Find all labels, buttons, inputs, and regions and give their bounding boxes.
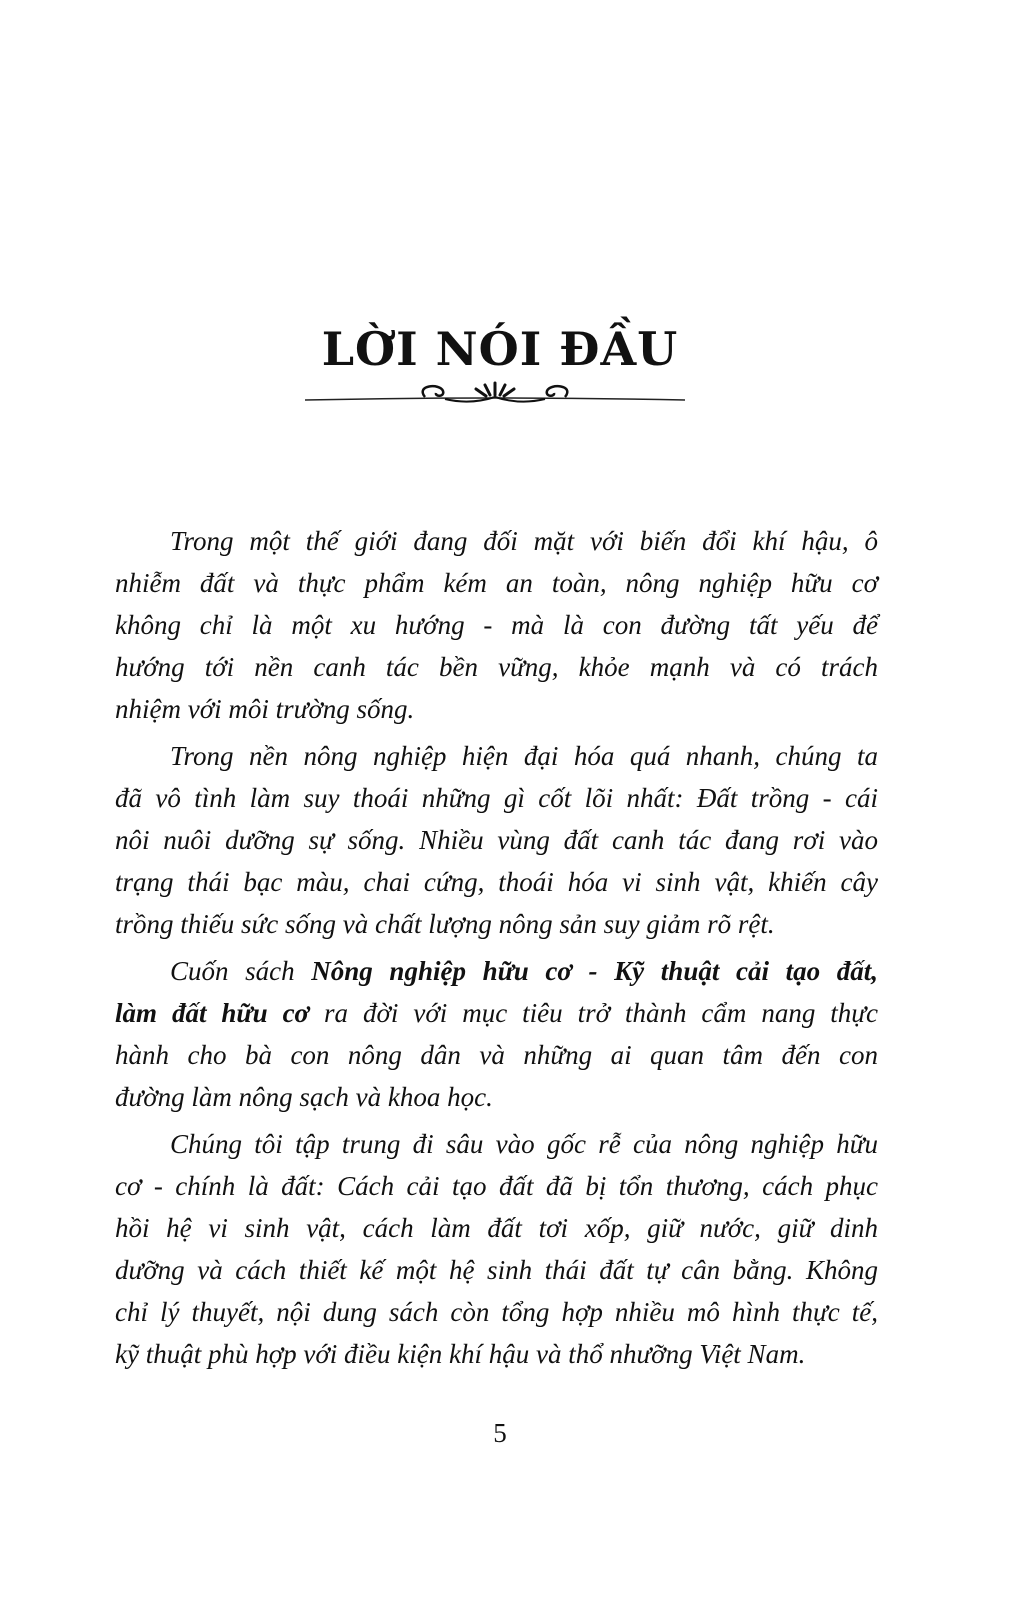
page-title: LỜI NÓI ĐẦU: [321, 322, 679, 376]
text-span: Trong nền nông nghiệp hiện đại hóa quá nhanh, chúng ta: [170, 741, 878, 771]
text-span: trạng thái bạc màu, chai cứng, thoái hóa vi sinh vật, khiến cây: [115, 867, 878, 897]
text-line: [115, 950, 878, 992]
book-title-text: Nông nghiệp hữu cơ - Kỹ thuật cải tạo đất,: [311, 956, 878, 986]
text-span: hướng tới nền canh tác bền vững, khỏe mạnh và có trách: [115, 652, 878, 682]
text-line: [115, 1165, 878, 1207]
text-line: [115, 861, 878, 903]
page-number: 5: [493, 1418, 507, 1448]
text-line: [115, 1034, 878, 1076]
preface-body: [115, 520, 878, 1380]
text-line: [115, 903, 878, 945]
text-span: chỉ lý thuyết, nội dung sách còn tổng hợp nhiều mô hình thực tế,: [115, 1297, 878, 1327]
book-title-text: làm đất hữu cơ: [115, 998, 310, 1028]
text-span: hồi hệ vi sinh vật, cách làm đất tơi xốp, giữ nước, giữ dinh: [115, 1213, 878, 1243]
text-line: [115, 1076, 878, 1118]
text-span: đã vô tình làm suy thoái những gì cốt lõi nhất: Đất trồng - cái: [115, 783, 878, 813]
text-span: nôi nuôi dưỡng sự sống. Nhiều vùng đất canh tác đang rơi vào: [115, 825, 878, 855]
text-line: [115, 688, 878, 730]
text-line: [115, 646, 878, 688]
text-span: Trong một thế giới đang đối mặt với biến đổi khí hậu, ô: [170, 526, 878, 556]
text-span: không chỉ là một xu hướng - mà là con đường tất yếu để: [115, 610, 878, 640]
text-span: kỹ thuật phù hợp với điều kiện khí hậu và thổ nhưỡng Việt Nam.: [115, 1339, 806, 1369]
text-line: [115, 562, 878, 604]
text-span: Chúng tôi tập trung đi sâu vào gốc rễ của nông nghiệp hữu: [170, 1129, 878, 1159]
text-line: [115, 992, 878, 1034]
text-line: [115, 735, 878, 777]
text-span: cơ - chính là đất: Cách cải tạo đất đã bị tổn thương, cách phục: [115, 1171, 878, 1201]
paragraph: [115, 1123, 878, 1375]
text-span: Cuốn sách: [170, 956, 312, 986]
paragraph: [115, 520, 878, 730]
text-span: nhiệm với môi trường sống.: [115, 694, 415, 724]
ornament-divider-icon: [305, 375, 685, 415]
paragraph: [115, 735, 878, 945]
text-line: [115, 604, 878, 646]
text-span: nhiễm đất và thực phẩm kém an toàn, nông nghiệp hữu cơ: [115, 568, 878, 598]
text-span: hành cho bà con nông dân và những ai quan tâm đến con: [115, 1040, 878, 1070]
text-span: trồng thiếu sức sống và chất lượng nông sản suy giảm rõ rệt.: [115, 909, 775, 939]
text-line: [115, 1291, 878, 1333]
text-span: đường làm nông sạch và khoa học.: [115, 1082, 493, 1112]
text-line: [115, 1333, 878, 1375]
text-line: [115, 1249, 878, 1291]
text-line: [115, 777, 878, 819]
text-span: dưỡng và cách thiết kế một hệ sinh thái đất tự cân bằng. Không: [115, 1255, 878, 1285]
text-line: [115, 1207, 878, 1249]
text-line: [115, 1123, 878, 1165]
paragraph: [115, 950, 878, 1118]
text-line: [115, 819, 878, 861]
text-span: ra đời với mục tiêu trở thành cẩm nang thực: [309, 998, 879, 1028]
text-line: [115, 520, 878, 562]
